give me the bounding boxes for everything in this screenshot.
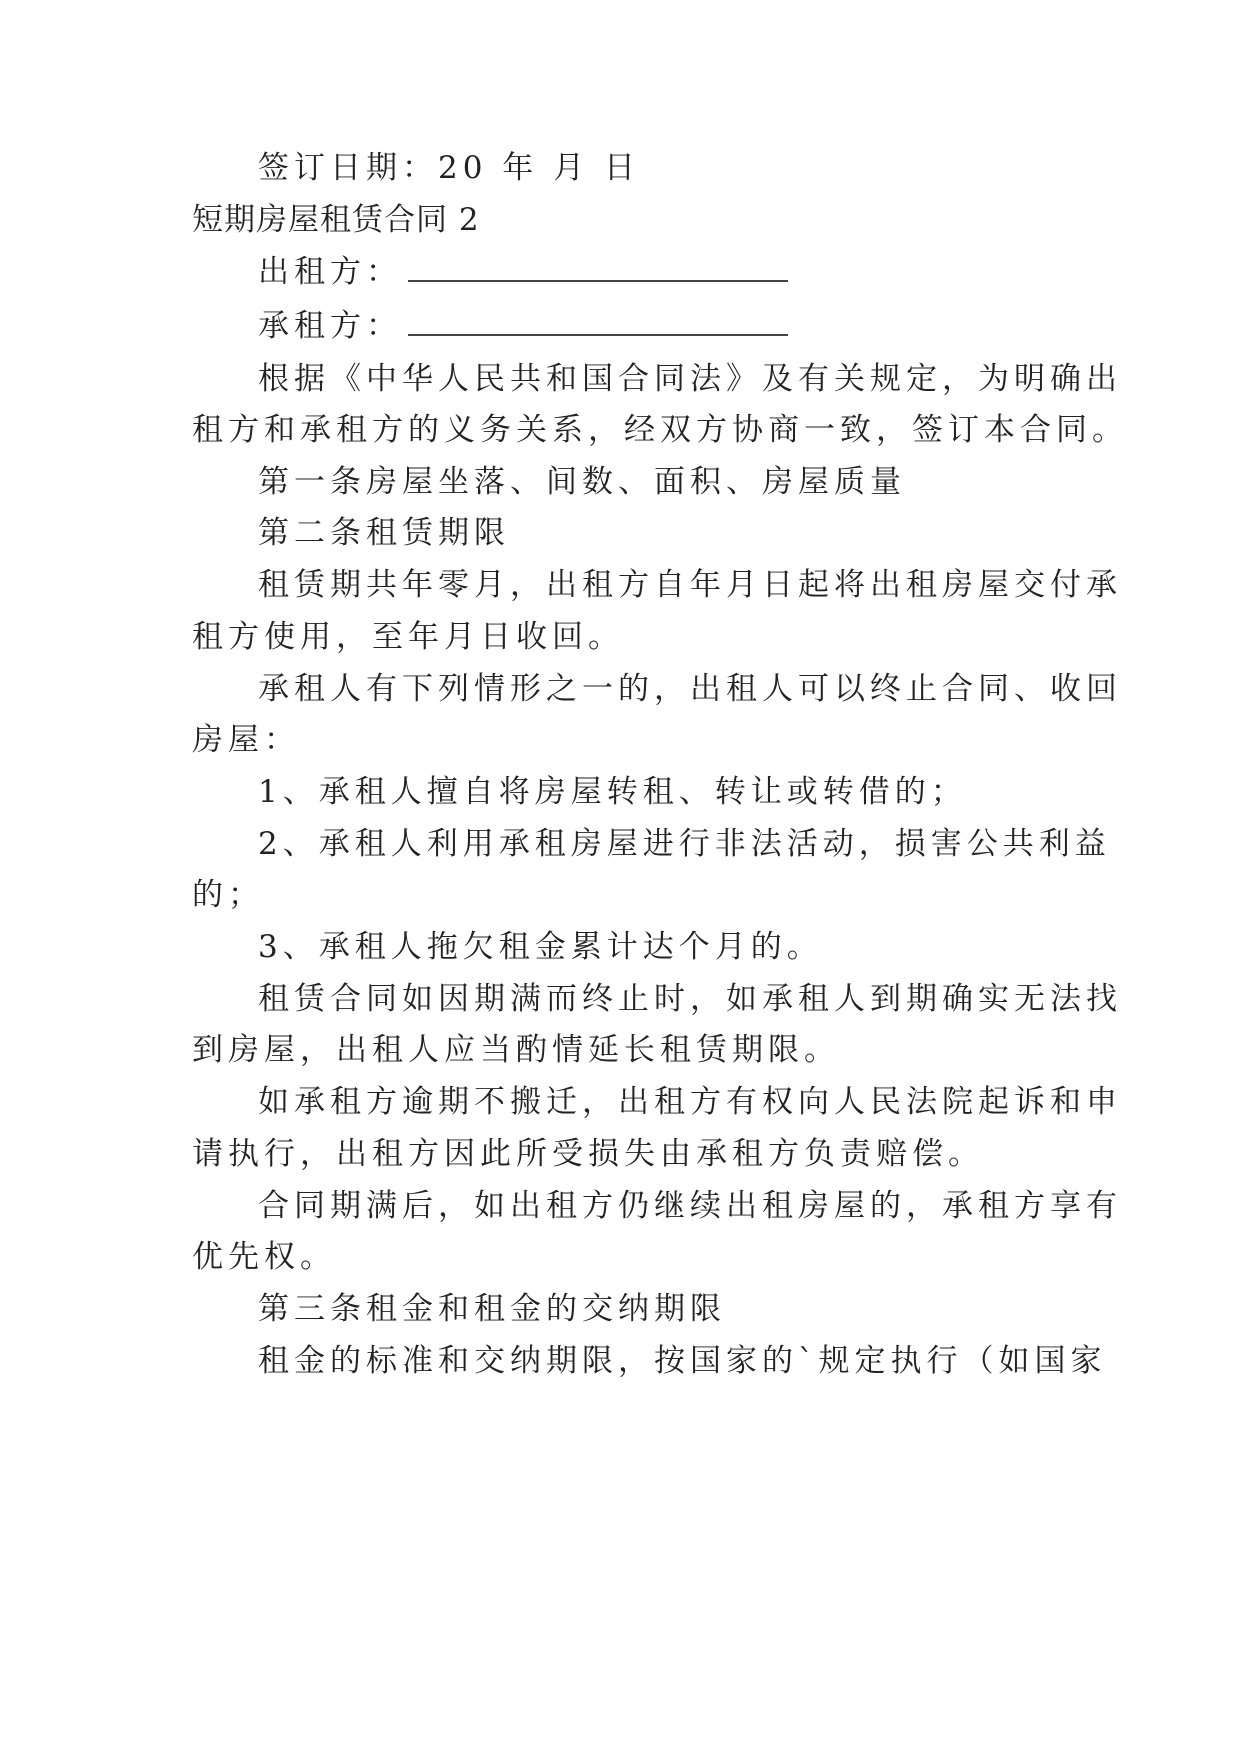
lessee-blank (408, 308, 788, 336)
lessee-line (258, 306, 788, 346)
article-3-heading: 第三条租金和租金的交纳期限 (258, 1291, 726, 1327)
term-line-1: 租赁期共年零月，出租方自年月日起将出租房屋交付承 (258, 567, 1122, 603)
termination-line-1: 承租人有下列情形之一的，出租人可以终止合同、收回 (258, 671, 1122, 707)
term-line-2: 租方使用，至年月日收回。 (192, 619, 624, 655)
expiry-line-2: 到房屋，出租人应当酌情延长租赁期限。 (192, 1032, 840, 1068)
priority-line-2: 优先权。 (192, 1239, 336, 1275)
lessor-blank (408, 254, 788, 282)
lessor-line (258, 252, 788, 292)
article-2-heading: 第二条租赁期限 (258, 515, 510, 551)
intro-line-2: 租方和承租方的义务关系，经双方协商一致，签订本合同。 (192, 412, 1128, 448)
lessor-label: 出租方： (258, 254, 402, 290)
rent-line-1: 租金的标准和交纳期限，按国家的`规定执行（如国家 (258, 1343, 1107, 1379)
lessee-label: 承租方： (258, 308, 402, 344)
overdue-line-2: 请执行，出租方因此所受损失由承租方负责赔偿。 (192, 1136, 984, 1172)
sign-date-line: 签订日期：20 年 月 日 (258, 150, 641, 186)
termination-line-2: 房屋： (192, 722, 300, 758)
list-item-1: 1、承租人擅自将房屋转租、转让或转借的； (258, 774, 967, 810)
priority-line-1: 合同期满后，如出租方仍继续出租房屋的，承租方享有 (258, 1188, 1122, 1224)
expiry-line-1: 租赁合同如因期满而终止时，如承租人到期确实无法找 (258, 981, 1122, 1017)
list-item-3: 3、承租人拖欠租金累计达个月的。 (258, 929, 823, 965)
list-item-2-line-2: 的； (192, 877, 264, 913)
overdue-line-1: 如承租方逾期不搬迁，出租方有权向人民法院起诉和申 (258, 1084, 1122, 1120)
list-item-2-line-1: 2、承租人利用承租房屋进行非法活动，损害公共利益 (258, 826, 1111, 862)
contract-title: 短期房屋租赁合同 2 (192, 202, 480, 238)
intro-line-1: 根据《中华人民共和国合同法》及有关规定，为明确出 (258, 361, 1122, 397)
article-1-heading: 第一条房屋坐落、间数、面积、房屋质量 (258, 464, 906, 500)
